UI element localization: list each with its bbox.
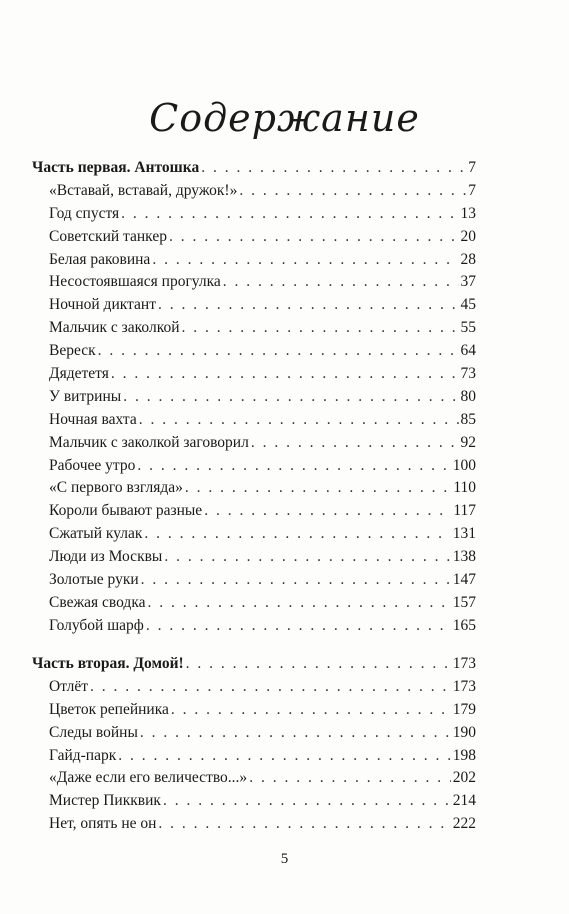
toc-entry-page: 222 <box>452 815 476 833</box>
toc-entry-page: 202 <box>452 769 476 787</box>
toc-entry-title: Несостоявшаяся прогулка <box>49 273 221 291</box>
dot-leader <box>139 409 459 432</box>
toc-entry <box>32 722 476 745</box>
toc-entry-title: Цветок репейника <box>49 700 169 718</box>
dot-leader <box>204 500 451 523</box>
toc-entry <box>32 409 476 432</box>
toc-entry-title: Свежая сводка <box>49 593 146 611</box>
toc-entry-page: 147 <box>452 571 476 589</box>
toc-entry <box>32 226 476 249</box>
dot-leader <box>141 569 451 592</box>
toc-entry-title: Гайд-парк <box>49 746 117 764</box>
toc-entry-title: У витрины <box>49 387 122 405</box>
toc-entry-page: 117 <box>453 502 476 520</box>
toc-entry-page: 45 <box>460 296 476 314</box>
toc-entry-page: 7 <box>468 159 476 176</box>
dot-leader <box>123 386 458 409</box>
toc-entry-title: Часть первая. Антошка <box>32 159 200 176</box>
dot-leader <box>182 317 459 340</box>
toc-entry-title: Советский танкер <box>49 227 167 245</box>
toc-entry-title: Рабочее утро <box>49 456 136 474</box>
toc-entry <box>32 340 476 363</box>
dot-leader <box>251 432 459 455</box>
toc-entry-title: Ночной диктант <box>49 296 156 314</box>
dot-leader <box>152 249 458 272</box>
dot-leader <box>158 294 459 317</box>
dot-leader <box>137 455 450 478</box>
toc-entry-page: 165 <box>452 616 476 634</box>
toc-entry-page: 110 <box>453 479 476 497</box>
toc-entry <box>32 615 476 638</box>
toc-entry-title: Отлёт <box>49 677 88 695</box>
dot-leader <box>140 722 451 745</box>
toc-entry <box>32 455 476 478</box>
dot-leader <box>90 676 451 699</box>
toc-part-one <box>32 157 476 638</box>
toc-entry-page: 37 <box>460 273 476 291</box>
toc-entry <box>32 317 476 340</box>
toc-part-heading <box>32 653 476 676</box>
toc-entry-page: 157 <box>452 593 476 611</box>
dot-leader <box>148 592 451 615</box>
toc-entry-page: 64 <box>460 342 476 360</box>
toc-entry-title: Нет, опять не он <box>49 815 157 833</box>
dot-leader <box>171 699 451 722</box>
toc-entry-title: Мистер Пикквик <box>49 792 161 810</box>
toc-entry <box>32 592 476 615</box>
dot-leader <box>201 157 466 180</box>
toc-entry-title: Ночная вахта <box>49 410 137 428</box>
dot-leader <box>146 615 451 638</box>
page-number: 5 <box>280 851 289 867</box>
toc-entry-page: 179 <box>452 700 476 718</box>
toc-entry <box>32 767 476 790</box>
dot-leader <box>164 546 450 569</box>
toc-entry <box>32 432 476 455</box>
dot-leader <box>163 790 451 813</box>
toc-entry <box>32 699 476 722</box>
toc-entry-page: 138 <box>452 548 476 566</box>
toc-entry <box>32 745 476 768</box>
toc-entry <box>32 790 476 813</box>
toc-entry-title: Золотые руки <box>49 571 139 589</box>
toc-entry-title: Дядететя <box>49 365 109 383</box>
toc-entry-page: 13 <box>460 204 476 222</box>
toc-entry-page: 85 <box>460 410 476 428</box>
dot-leader <box>118 745 450 768</box>
dot-leader <box>239 180 466 203</box>
page-title: Содержание <box>149 96 420 140</box>
toc-entry <box>32 546 476 569</box>
dot-leader <box>185 477 451 500</box>
toc-entry <box>32 569 476 592</box>
toc-part-heading <box>32 157 476 180</box>
dot-leader <box>111 363 459 386</box>
toc-entry-title: Белая раковина <box>49 250 151 268</box>
toc-entry-title: Люди из Москвы <box>49 548 163 566</box>
toc-entry-page: 173 <box>452 655 476 672</box>
toc-entry <box>32 523 476 546</box>
toc-entry-title: Мальчик с заколкой <box>49 319 180 337</box>
dot-leader <box>169 226 459 249</box>
toc-entry <box>32 813 476 836</box>
toc-entry-title: «С первого взгляда» <box>49 479 183 497</box>
dot-leader <box>223 271 459 294</box>
toc-entry-page: 55 <box>460 319 476 337</box>
toc-entry-title: Год спустя <box>49 204 120 222</box>
toc-entry-title: Часть вторая. Домой! <box>32 655 184 672</box>
toc-entry-page: 80 <box>460 387 476 405</box>
toc-entry <box>32 249 476 272</box>
toc-entry-page: 131 <box>452 525 476 543</box>
toc-part-two <box>32 653 476 836</box>
toc-entry <box>32 676 476 699</box>
toc-entry-page: 73 <box>460 365 476 383</box>
toc-entry-page: 20 <box>460 227 476 245</box>
dot-leader <box>121 203 458 226</box>
toc-entry-page: 198 <box>452 746 476 764</box>
toc-entry-page: 92 <box>460 433 476 451</box>
toc-entry-page: 100 <box>452 456 476 474</box>
toc-entry-page: 28 <box>460 250 476 268</box>
toc-entry-page: 173 <box>452 677 476 695</box>
dot-leader <box>98 340 459 363</box>
dot-leader <box>158 813 450 836</box>
toc-entry <box>32 500 476 523</box>
toc-entry-title: Мальчик с заколкой заговорил <box>49 433 249 451</box>
toc-entry-title: Короли бывают разные <box>49 502 203 520</box>
dot-leader <box>186 653 451 676</box>
toc-entry <box>32 386 476 409</box>
toc-entry-page: 7 <box>468 181 476 199</box>
dot-leader <box>249 767 451 790</box>
toc-entry-page: 214 <box>452 792 476 810</box>
toc-entry-title: Вереск <box>49 342 96 360</box>
toc-entry <box>32 294 476 317</box>
dot-leader <box>144 523 450 546</box>
toc-entry <box>32 203 476 226</box>
toc-entry-title: Сжатый кулак <box>49 525 143 543</box>
toc-entry <box>32 271 476 294</box>
toc-entry-title: «Вставай, вставай, дружок!» <box>49 181 238 199</box>
toc-entry-page: 190 <box>452 723 476 741</box>
toc-entry-title: Следы войны <box>49 723 138 741</box>
toc-entry <box>32 477 476 500</box>
toc-entry <box>32 363 476 386</box>
toc-entry-title: «Даже если его величество...» <box>49 769 248 787</box>
toc-entry-title: Голубой шарф <box>49 616 144 634</box>
toc-entry <box>32 180 476 203</box>
